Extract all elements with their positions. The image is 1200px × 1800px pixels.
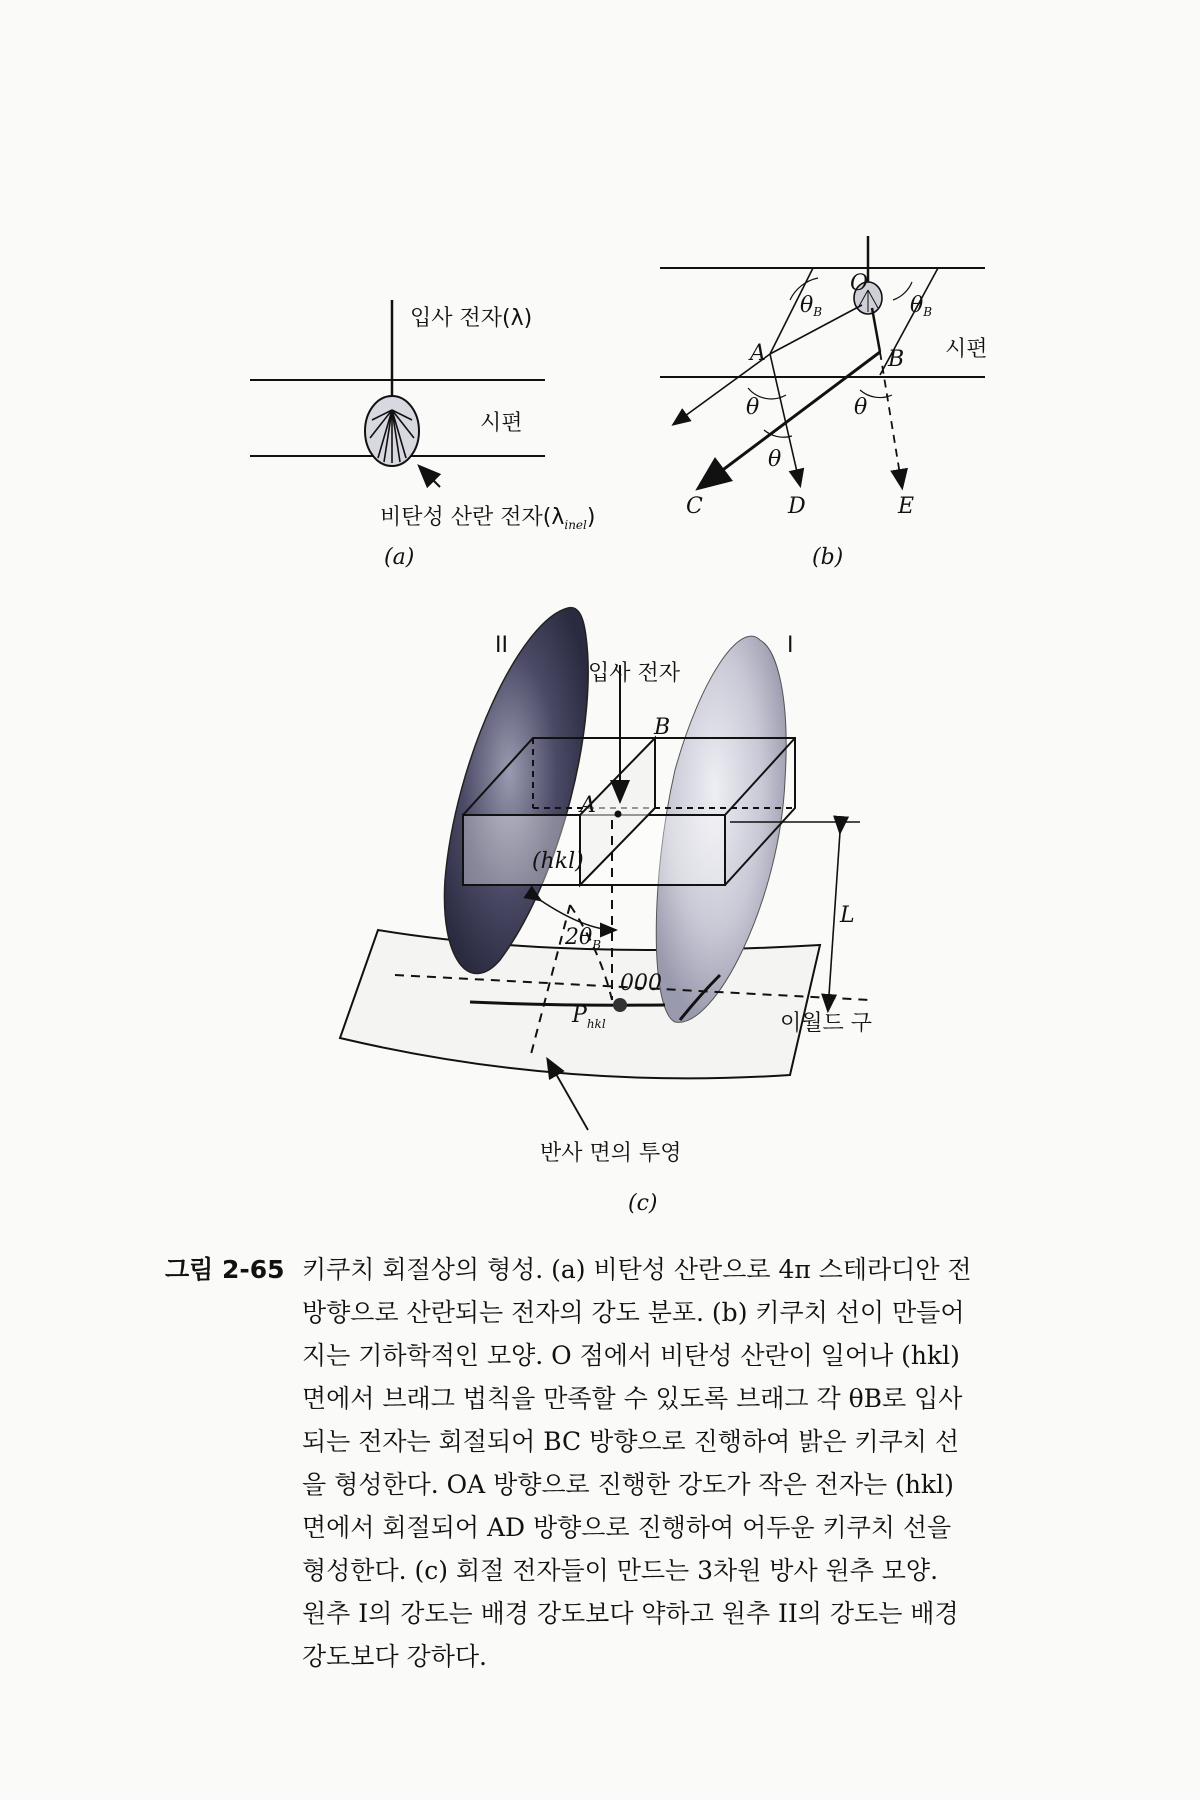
incident-electron-label-c: 입사 전자 bbox=[588, 661, 681, 686]
caption-line: 원추 I의 강도는 배경 강도보다 약하고 원추 II의 강도는 배경 bbox=[302, 1599, 959, 1628]
caption-line: 키쿠치 회절상의 형성. (a) 비탄성 산란으로 4π 스테라디안 전 bbox=[302, 1255, 972, 1284]
point-D: D bbox=[788, 494, 806, 519]
caption-line: 강도보다 강하다. bbox=[302, 1642, 487, 1671]
ray-BE bbox=[880, 352, 902, 487]
point-E: E bbox=[898, 494, 915, 519]
caption-line: 방향으로 산란되는 전자의 강도 분포. (b) 키쿠치 선이 만들어 bbox=[302, 1298, 965, 1327]
cone-II bbox=[444, 608, 588, 974]
point-C: C bbox=[686, 494, 703, 519]
caption-body bbox=[302, 1248, 1085, 1678]
reflection-spot-P bbox=[613, 998, 627, 1012]
panel-c-label: (c) bbox=[628, 1191, 658, 1216]
sample-label-a: 시편 bbox=[480, 411, 523, 436]
theta-B-left: θB bbox=[800, 293, 823, 319]
incident-electron-label: 입사 전자(λ) bbox=[410, 306, 533, 331]
point-B: B bbox=[888, 347, 905, 372]
caption-line: 지는 기하학적인 모양. O 점에서 비탄성 산란이 일어나 (hkl) bbox=[302, 1341, 960, 1370]
figure-a bbox=[250, 300, 595, 570]
theta-B-right: θB bbox=[910, 293, 933, 319]
figure-c bbox=[340, 608, 872, 1216]
theta-1: θ bbox=[746, 395, 760, 420]
inelastic-arrow bbox=[420, 467, 440, 487]
hkl-label: (hkl) bbox=[532, 849, 584, 874]
ray-BC bbox=[700, 352, 880, 487]
cone-I-label: I bbox=[787, 633, 794, 658]
point-A-c: A bbox=[580, 793, 596, 818]
caption-line: 되는 전자는 회절되어 BC 방향으로 진행하여 밝은 키쿠치 선 bbox=[302, 1427, 959, 1456]
figure-b bbox=[660, 236, 988, 570]
caption-line: 면에서 브래그 법칙을 만족할 수 있도록 브래그 각 θB로 입사 bbox=[302, 1384, 963, 1413]
sample-label-b: 시편 bbox=[945, 337, 988, 362]
point-O: O bbox=[850, 271, 869, 296]
panel-b-label: (b) bbox=[812, 545, 844, 570]
cone-II-label: II bbox=[495, 633, 508, 658]
ewald-sphere-label: 이월드 구 bbox=[780, 1011, 873, 1036]
caption-label: 그림 2-65 bbox=[165, 1255, 285, 1284]
camera-length-arrow bbox=[828, 832, 840, 1010]
ray-OB bbox=[872, 308, 880, 352]
spot-000-label: 000 bbox=[620, 971, 662, 996]
theta-3: θ bbox=[768, 447, 782, 472]
caption-line: 면에서 회절되어 AD 방향으로 진행하여 어두운 키쿠치 선을 bbox=[302, 1513, 952, 1542]
P-hkl-label: $P_{hkl}$ bbox=[572, 1003, 606, 1031]
two-theta-label: $2\theta_B$ bbox=[565, 925, 602, 952]
camera-length-label: L bbox=[840, 903, 855, 928]
caption-line: 형성한다. (c) 회절 전자들이 만드는 3차원 방사 원추 모양. bbox=[302, 1556, 939, 1585]
point-A: A bbox=[750, 341, 766, 366]
inelastic-label: 비탄성 산란 전자$(\lambda_{inel})$ bbox=[380, 505, 596, 532]
projection-label: 반사 면의 투영 bbox=[540, 1141, 682, 1166]
caption-line: 을 형성한다. OA 방향으로 진행한 강도가 작은 전자는 (hkl) bbox=[302, 1470, 954, 1499]
theta-2: θ bbox=[854, 395, 868, 420]
panel-a-label: (a) bbox=[384, 545, 415, 570]
point-B-c: B bbox=[654, 715, 671, 740]
figure-caption bbox=[165, 1248, 1085, 1678]
